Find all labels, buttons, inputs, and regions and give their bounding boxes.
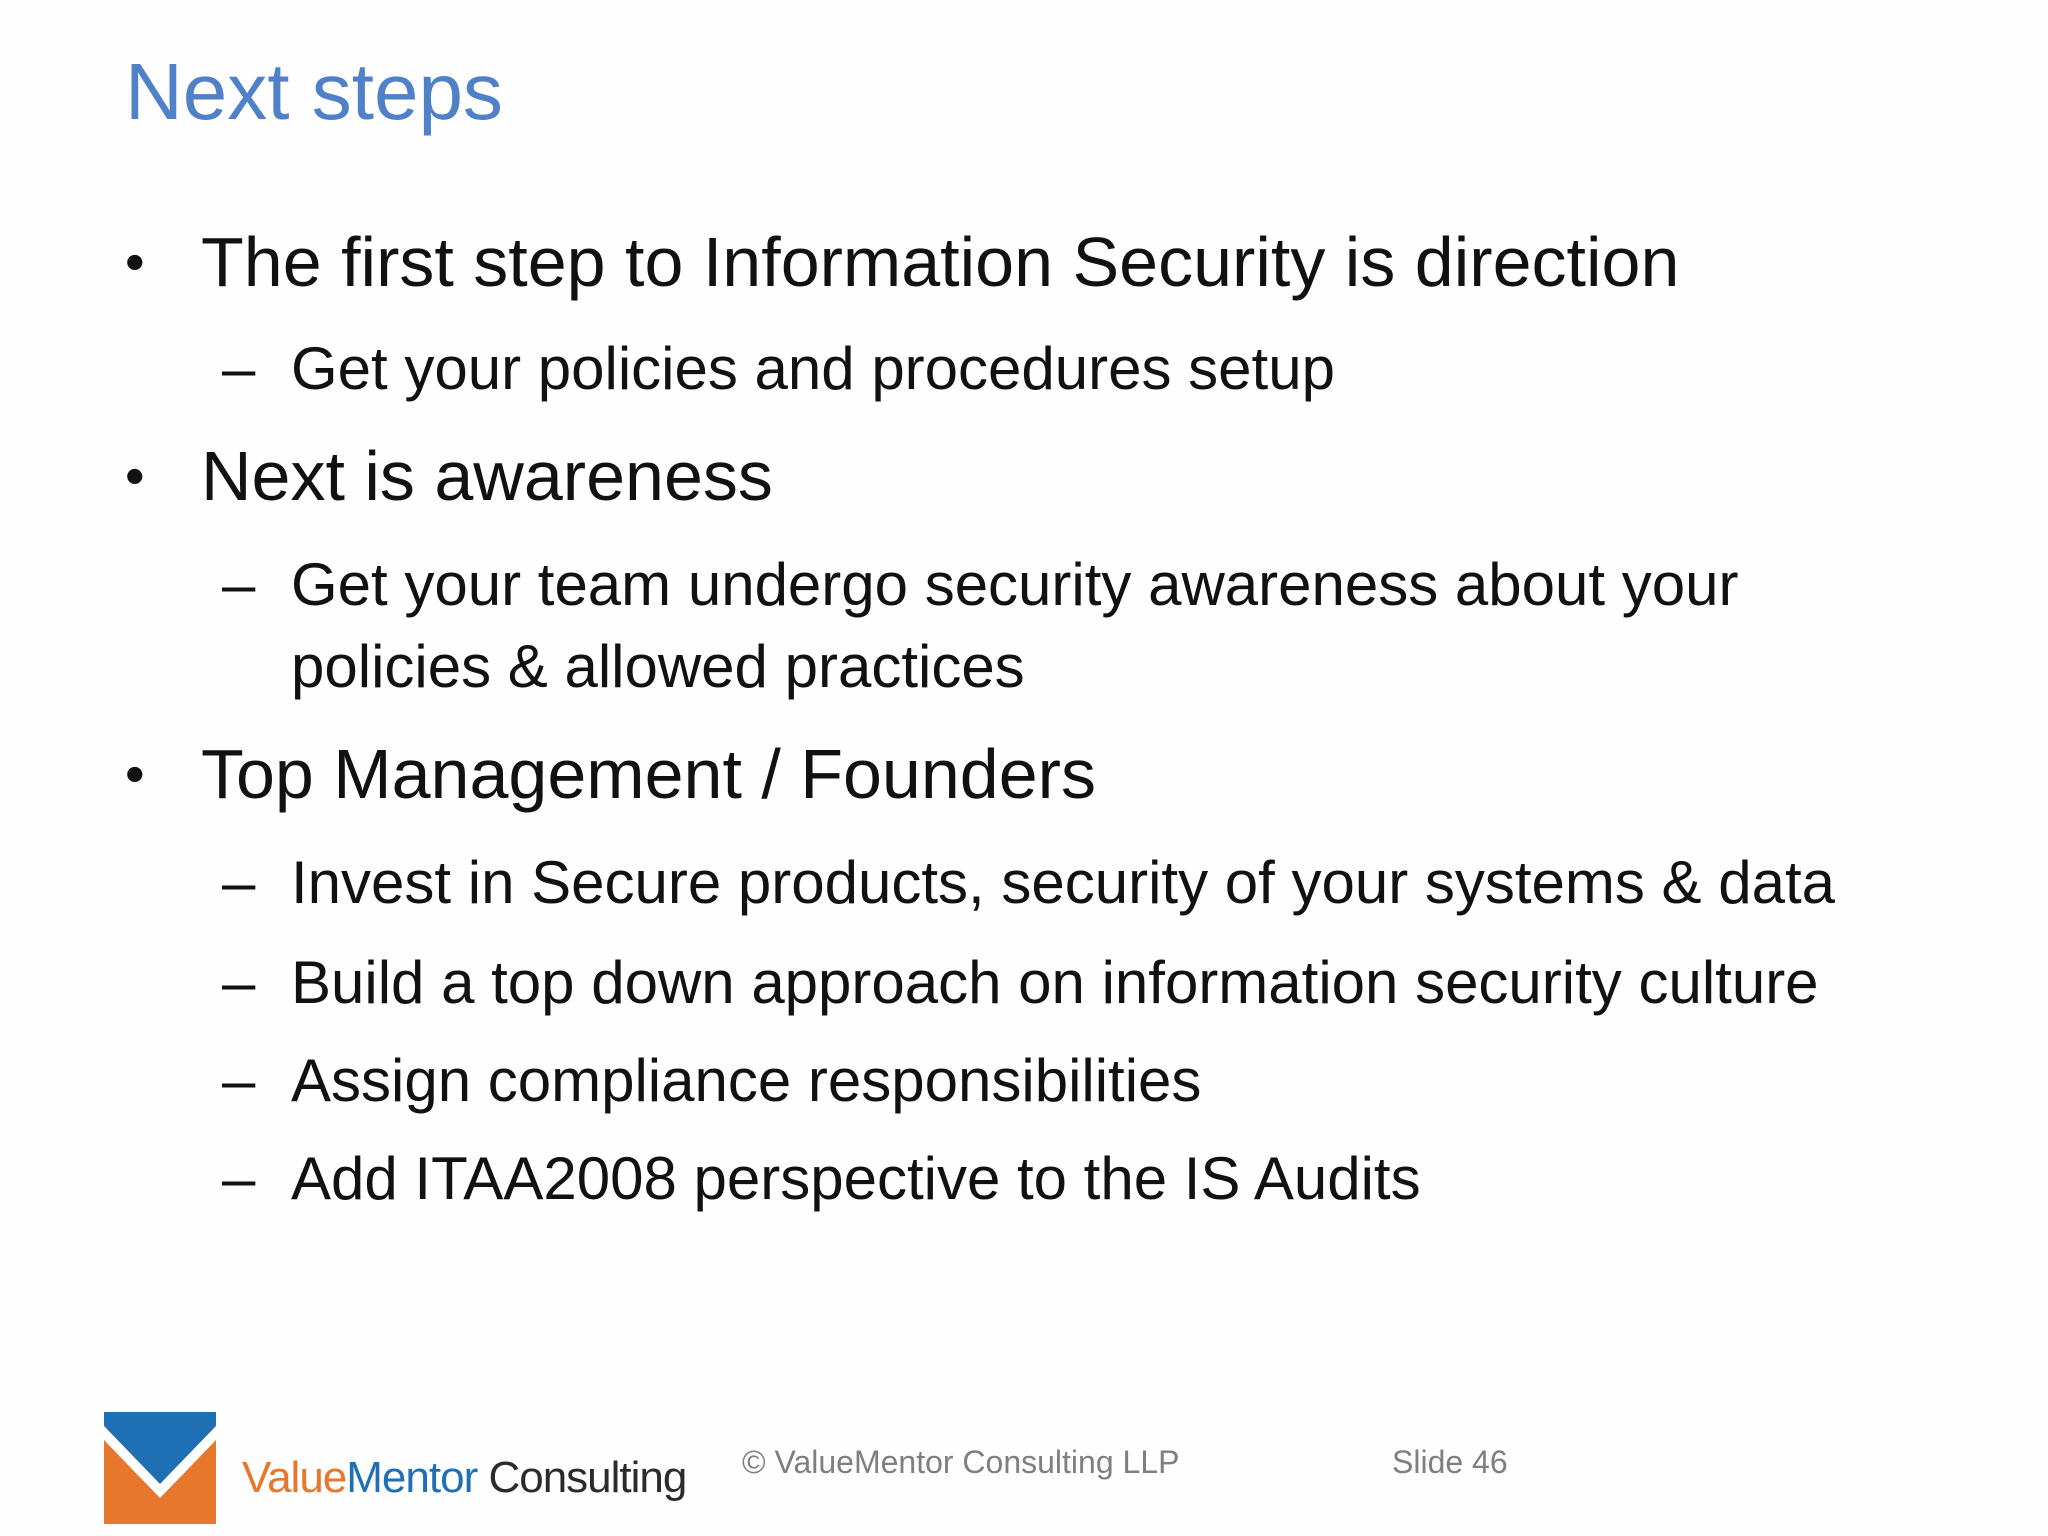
- bullet-text: Next is awareness: [201, 437, 773, 515]
- footer-copyright: © ValueMentor Consulting LLP: [742, 1444, 1180, 1480]
- bullet-marker: •: [125, 444, 145, 507]
- bullet-marker: •: [125, 742, 145, 805]
- logo-word-consulting: Consulting: [488, 1453, 687, 1502]
- sub-bullet-text: Get your team undergo security awareness about your policies & allowed practices: [291, 551, 1739, 700]
- company-logo: [104, 1412, 687, 1524]
- bullet-text: The first step to Information Security is direction: [201, 223, 1680, 301]
- sub-bullet-marker: –: [222, 1047, 256, 1114]
- slide-title: Next steps: [125, 47, 503, 136]
- sub-bullet-marker: –: [222, 551, 256, 618]
- bullet-text: Top Management / Founders: [201, 735, 1096, 813]
- logo-wordmark: [242, 1450, 686, 1506]
- sub-bullet-text: Get your policies and procedures setup: [291, 335, 1335, 402]
- sub-bullet-text: Add ITAA2008 perspective to the IS Audits: [291, 1145, 1421, 1212]
- logo-word-value: Value: [242, 1453, 347, 1502]
- sub-bullet-marker: –: [222, 849, 256, 916]
- sub-bullet-text: Invest in Secure products, security of your systems & data: [291, 849, 1836, 916]
- sub-bullet-marker: –: [222, 949, 256, 1016]
- bullet-marker: •: [125, 230, 145, 293]
- sub-bullet-text: Build a top down approach on information security culture: [291, 949, 1819, 1016]
- sub-bullet-text: Assign compliance responsibilities: [291, 1047, 1202, 1114]
- checkmark-logo-icon: [104, 1412, 216, 1524]
- sub-bullet-marker: –: [222, 1145, 256, 1212]
- footer-slide-number: Slide 46: [1392, 1444, 1508, 1480]
- sub-bullet-marker: –: [222, 335, 256, 402]
- logo-word-mentor: Mentor: [346, 1453, 478, 1502]
